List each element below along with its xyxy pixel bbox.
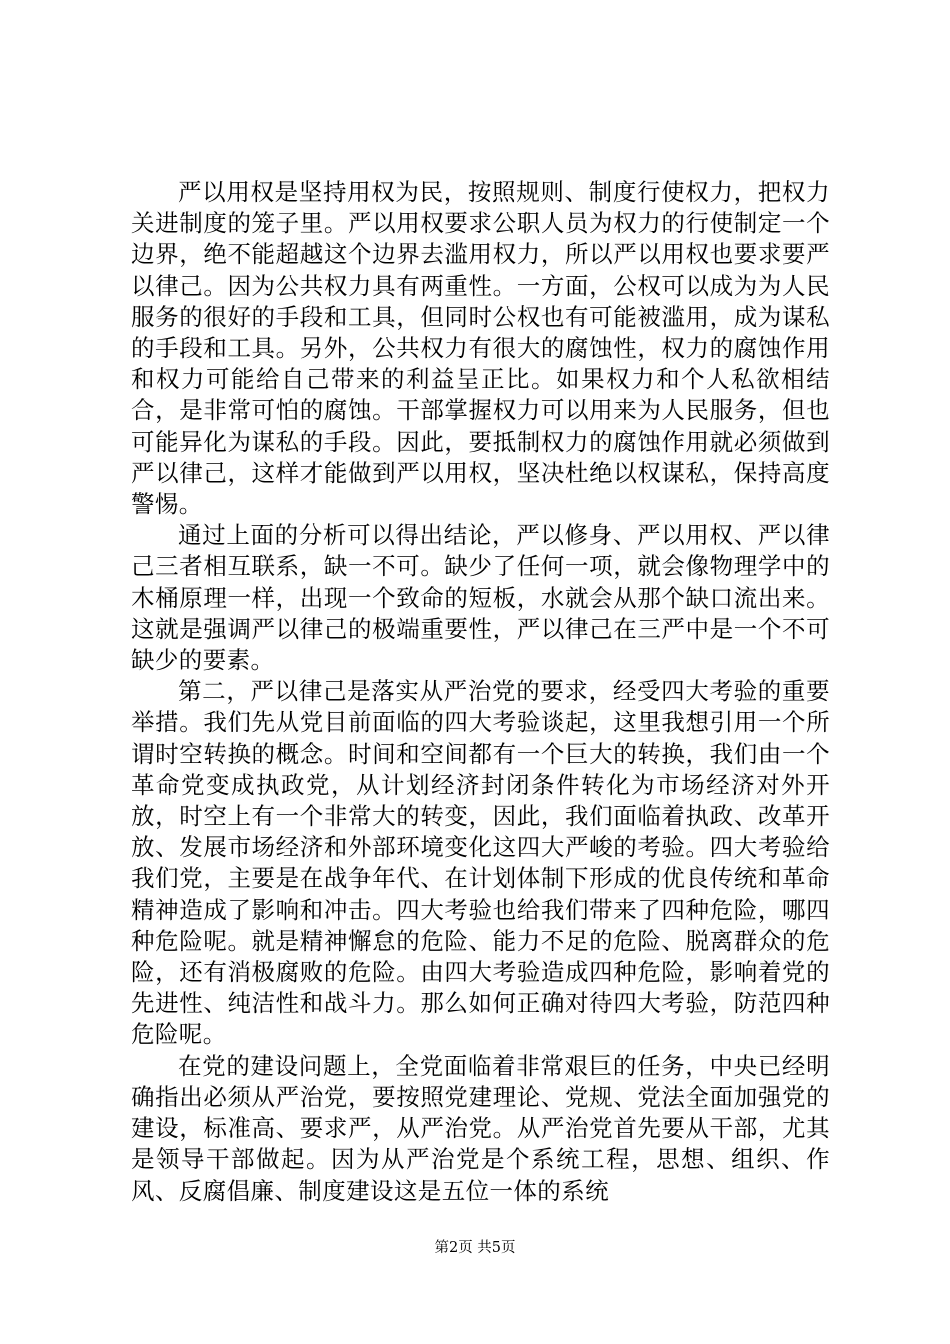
paragraph-4: 在党的建设问题上，全党面临着非常艰巨的任务，中央已经明确指出必须从严治党，要按照党建理论、党规、党法全面加强党的建设，标准高、要求严，从严治党。从严治党首先要从干部，尤其是领导干部做起。因为从严治党是个系统工程，思想、组织、作风、反腐倡廉、制度建设这是五位一体的系统: [131, 1051, 830, 1205]
paragraph-3: 第二，严以律己是落实从严治党的要求，经受四大考验的重要举措。我们先从党目前面临的四大考验谈起，这里我想引用一个所谓时空转换的概念。时间和空间都有一个巨大的转换，我们由一个革命党变成执政党，从计划经济封闭条件转化为市场经济对外开放，时空上有一个非常大的转变，因此，我们面临着执政、改革开放、发展市场经济和外部环境变化这四大严峻的考验。四大考验给我们党，主要是在战争年代、在计划体制下形成的优良传统和革命精神造成了影响和冲击。四大考验也给我们带来了四种危险，哪四种危险呢。就是精神懈怠的危险、能力不足的危险、脱离群众的危险，还有消极腐败的危险。由四大考验造成四种危险，影响着党的先进性、纯洁性和战斗力。那么如何正确对待四大考验，防范四种危险呢。: [131, 677, 830, 1049]
document-body: [131, 177, 830, 1207]
page-footer: 第2页 共5页: [434, 1240, 516, 1256]
paragraph-2: 通过上面的分析可以得出结论，严以修身、严以用权、严以律己三者相互联系，缺一不可。缺少了任何一项，就会像物理学中的木桶原理一样，出现一个致命的短板，水就会从那个缺口流出来。这就是强调严以律己的极端重要性，严以律己在三严中是一个不可缺少的要素。: [131, 521, 830, 675]
paragraph-1: 严以用权是坚持用权为民，按照规则、制度行使权力，把权力关进制度的笼子里。严以用权要求公职人员为权力的行使制定一个边界，绝不能超越这个边界去滥用权力，所以严以用权也要求要严以律己。因为公共权力具有两重性。一方面，公权可以成为为人民服务的很好的手段和工具，但同时公权也有可能被滥用，成为谋私的手段和工具。另外，公共权力有很大的腐蚀性，权力的腐蚀作用和权力可能给自己带来的利益呈正比。如果权力和个人私欲相结合，是非常可怕的腐蚀。干部掌握权力可以用来为人民服务，但也可能异化为谋私的手段。因此，要抵制权力的腐蚀作用就必须做到严以律己，这样才能做到严以用权，坚决杜绝以权谋私，保持高度警惕。: [131, 178, 830, 519]
